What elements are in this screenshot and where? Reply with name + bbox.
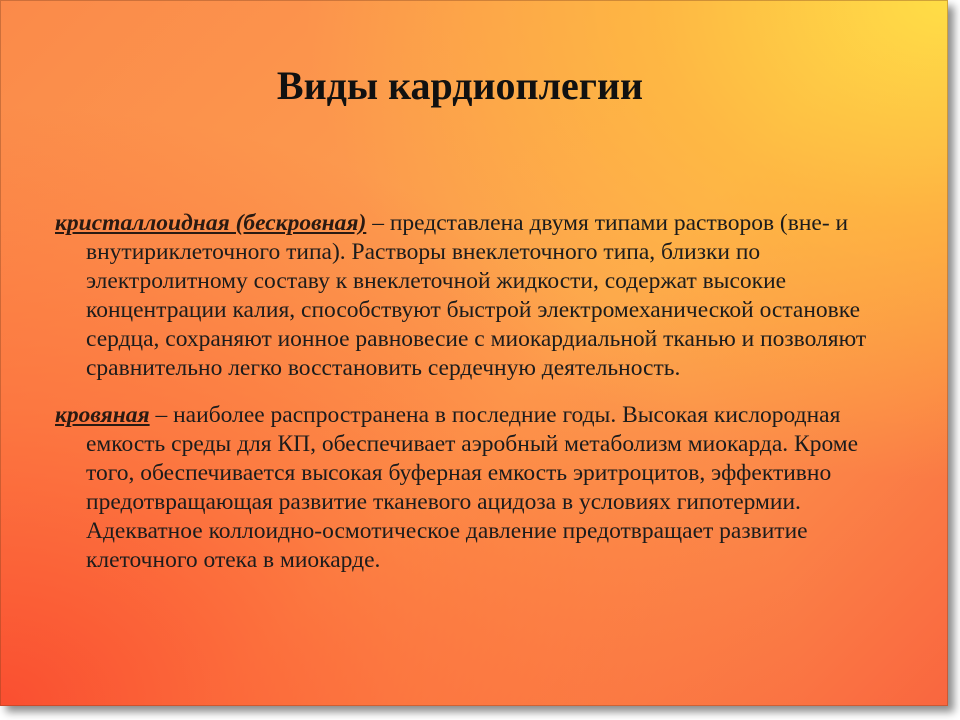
paragraph-blood <box>55 401 885 575</box>
slide-body <box>55 209 885 575</box>
paragraph-crystalloid <box>55 209 885 383</box>
paragraph-blood-text: – наиболее распространена в последние годы. Высокая кислородная емкость среды для КП, обеспечивает аэробный метаболизм миокарда. Кроме того, обеспечивается высокая буферная емкость эритроцитов, эффективно предотвращающая развитие тканевого ацидоза в условиях гипотермии. Адекватное коллоидно-осмотическое давление предотвращает развитие клеточного отека в миокарде. <box>86 402 859 573</box>
paragraph-crystalloid-text: – представлена двумя типами растворов (вне- и внутириклеточного типа). Растворы внеклеточного типа, близки по электролитному составу к внеклеточной жидкости, содержат высокие концентрации калия, способствуют быстрой электромеханической остановке сердца, сохраняют ионное равновесие с миокардиальной тканью и позволяют сравнительно легко восстановить сердечную деятельность. <box>86 210 867 381</box>
slide-title: Виды кардиоплегии <box>276 63 644 108</box>
term-crystalloid: кристаллоидная (бескровная) <box>55 210 367 236</box>
term-blood: кровяная <box>55 402 150 428</box>
